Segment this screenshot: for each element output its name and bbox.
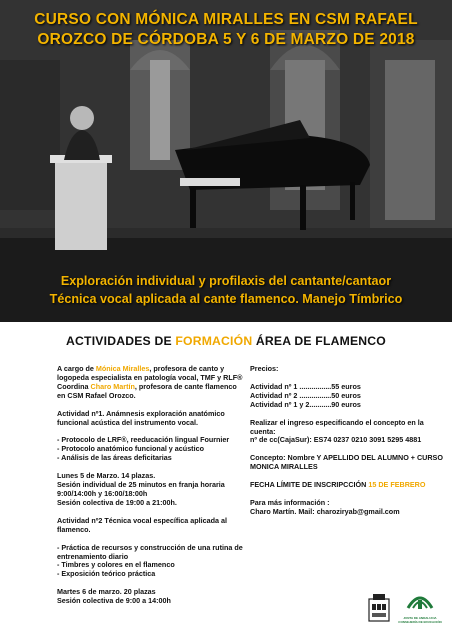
schedule1-line: Sesión individual de 25 minutos en franja horaria — [57, 480, 225, 490]
bank-account: nº de cc(CajaSur): ES74 0237 0210 3091 5295 4881 — [250, 435, 422, 445]
activity2-item: - Práctica de recursos y construcción de una rutina de entrenamiento diario — [57, 542, 243, 561]
activity1-item: - Análisis de las áreas deficitarias — [57, 453, 172, 463]
intro-text-b: , profesora de canto y logopeda especialista en patología vocal, TMF y RLF® Coordina — [57, 364, 243, 391]
activity1-item: - Protocolo de LRF®, reeducación lingual Fournier — [57, 435, 230, 445]
course-subtitle — [0, 272, 452, 308]
schedule1-line: 9:00/14:00h y 16:00/18:00h — [57, 488, 148, 498]
intro-paragraph — [57, 365, 247, 401]
activity1-item: - Protocolo anatómico funcional y acústico — [57, 444, 204, 454]
junta-label-line2: CONSEJERÍA DE EDUCACIÓN — [398, 619, 442, 624]
price-line: Actividad nº 1 ................55 euros — [250, 381, 361, 391]
coordinator-name: Charo Martín — [90, 381, 135, 391]
intro-text-a: A cargo de — [57, 364, 96, 373]
info-contact: Charo Martín. Mail: charoziryab@gmail.com — [250, 506, 400, 516]
course-title-line1: CURSO CON MÓNICA MIRALLES EN CSM RAFAEL — [34, 11, 418, 28]
deadline-label: FECHA LÍMITE DE INSCRIPCCIÓN — [250, 480, 369, 490]
registration-deadline — [250, 481, 446, 490]
crest-icon — [367, 593, 391, 623]
info-label: Para más información : — [250, 498, 330, 508]
payment-instructions: Realizar el ingreso especificando el concepto en la cuenta: — [250, 417, 424, 436]
junta-andalucia-logo — [398, 590, 442, 626]
intro-text-c: , profesora de cante flamenco en CSM Rafael Orozco. — [57, 381, 237, 400]
payment-concept: Concepto: Nombre Y APELLIDO DEL ALUMNO + CURSO MONICA MIRALLES — [250, 453, 443, 472]
section-heading-highlight: FORMACIÓN — [175, 334, 253, 348]
activities-column — [57, 365, 247, 606]
activity1-title: Actividad nº1. Anámnesis exploración anatómico funcional acústica del instrumento vocal. — [57, 408, 225, 427]
price-line: Actividad nº 2 ................50 euros — [250, 390, 361, 400]
section-heading-part2: ÁREA DE FLAMENCO — [252, 334, 386, 348]
schedule1-line: Lunes 5 de Marzo. 14 plazas. — [57, 471, 156, 481]
schedule1-line: Sesión colectiva de 19:00 a 21:00h. — [57, 497, 177, 507]
price-line: Actividad nº 1 y 2...........90 euros — [250, 399, 361, 409]
course-subtitle-line1: Exploración individual y profilaxis del cantante/cantaor — [60, 274, 392, 288]
junta-emblem-icon — [404, 590, 436, 612]
course-subtitle-line2: Técnica vocal aplicada al cante flamenco. Manejo Tímbrico — [49, 292, 403, 306]
section-heading-part1: ACTIVIDADES DE — [66, 334, 176, 348]
junta-label-line1: JUNTA DE ANDALUCIA — [403, 616, 437, 620]
deadline-date: 15 DE FEBRERO — [368, 480, 426, 490]
prices-label: Precios: — [250, 364, 279, 373]
conservatory-logo — [367, 593, 391, 623]
activity2-item: - Timbres y colores en el flamenco — [57, 560, 175, 570]
schedule2-line: Sesión colectiva de 9:00 a 14:00h — [57, 596, 171, 606]
registration-column — [250, 365, 446, 517]
activity2-title: Actividad nº2 Técnica vocal específica aplicada al flamenco. — [57, 515, 228, 534]
schedule2-line: Martes 6 de marzo. 20 plazas — [57, 587, 156, 597]
course-title — [0, 10, 452, 50]
teacher-name: Mónica Miralles — [95, 364, 150, 373]
activity2-item: - Exposición teórico práctica — [57, 569, 156, 579]
course-title-line2: OROZCO DE CÓRDOBA 5 Y 6 DE MARZO DE 2018 — [37, 31, 415, 48]
section-heading — [0, 334, 452, 348]
